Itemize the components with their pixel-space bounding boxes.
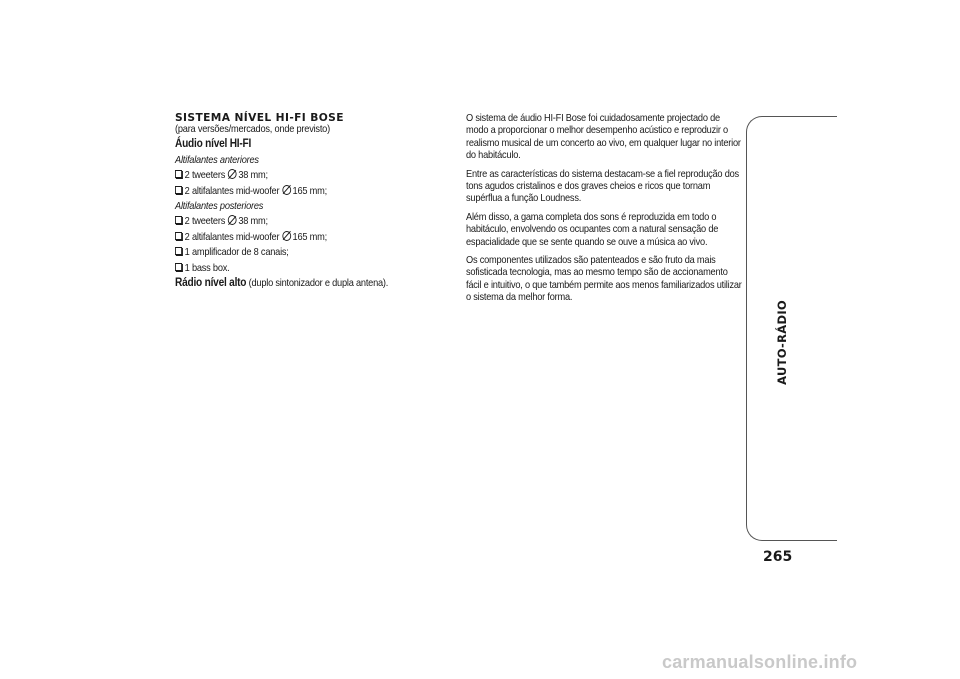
checkbox-bullet-icon <box>175 170 182 178</box>
right-column <box>466 112 743 310</box>
list-item: 1 bass box. <box>175 262 439 274</box>
body-paragraph: Os componentes utilizados são patenteados e são fruto da mais sofisticada tecnologia, mas ao mesmo tempo são de accionamento fácil e intuitivo, o que também permite aos menos familiarizados utilizar o sistema da melhor forma. <box>466 254 742 304</box>
list-item: 2 tweeters 38 mm; <box>175 169 439 181</box>
chapter-tab-label: AUTO-RÁDIO <box>775 300 789 385</box>
radio-line <box>175 277 439 289</box>
section-title: SISTEMA NÍVEL HI-FI BOSE <box>175 111 344 124</box>
list-item: 2 altifalantes mid-woofer 165 mm; <box>175 185 439 197</box>
left-column <box>175 112 439 292</box>
diameter-icon <box>228 215 237 225</box>
front-speakers-label: Altifalantes anteriores <box>175 153 259 166</box>
diameter-icon <box>282 185 291 195</box>
diameter-icon <box>228 169 237 179</box>
list-item: 2 tweeters 38 mm; <box>175 215 439 227</box>
diameter-icon <box>282 231 291 241</box>
page-number: 265 <box>763 549 793 565</box>
checkbox-bullet-icon <box>175 216 182 224</box>
body-paragraph: O sistema de áudio HI-FI Bose foi cuidadosamente projectado de modo a proporcionar o melhor desempenho acústico e reproduzir o realismo musical de um concerto ao vivo, em qualquer lugar no interior do habitáculo. <box>466 112 741 162</box>
checkbox-bullet-icon <box>175 247 182 255</box>
rear-speakers-label: Altifalantes posteriores <box>175 200 264 213</box>
list-item: 2 altifalantes mid-woofer 165 mm; <box>175 231 439 243</box>
body-paragraph: Entre as características do sistema destacam-se a fiel reprodução dos tons agudos cristalinos e dos graves cheios e ricos que tornam supérflua a função Loudness. <box>466 167 739 205</box>
chapter-tab <box>746 116 837 541</box>
checkbox-bullet-icon <box>175 186 182 194</box>
checkbox-bullet-icon <box>175 232 182 240</box>
radio-description: (duplo sintonizador e dupla antena). <box>246 277 389 290</box>
radio-heading: Rádio nível alto <box>175 277 247 290</box>
audio-heading: Áudio nível HI-FI <box>175 138 252 151</box>
checkbox-bullet-icon <box>175 263 182 271</box>
watermark: carmanualsonline.info <box>662 652 858 672</box>
list-item: 1 amplificador de 8 canais; <box>175 246 439 258</box>
body-paragraph: Além disso, a gama completa dos sons é reproduzida em todo o habitáculo, envolvendo os ocupantes com a natural sensação de espacialidade que se sente quando se ouve a música ao vivo. <box>466 210 719 248</box>
section-subtitle: (para versões/mercados, onde previsto) <box>175 123 330 135</box>
